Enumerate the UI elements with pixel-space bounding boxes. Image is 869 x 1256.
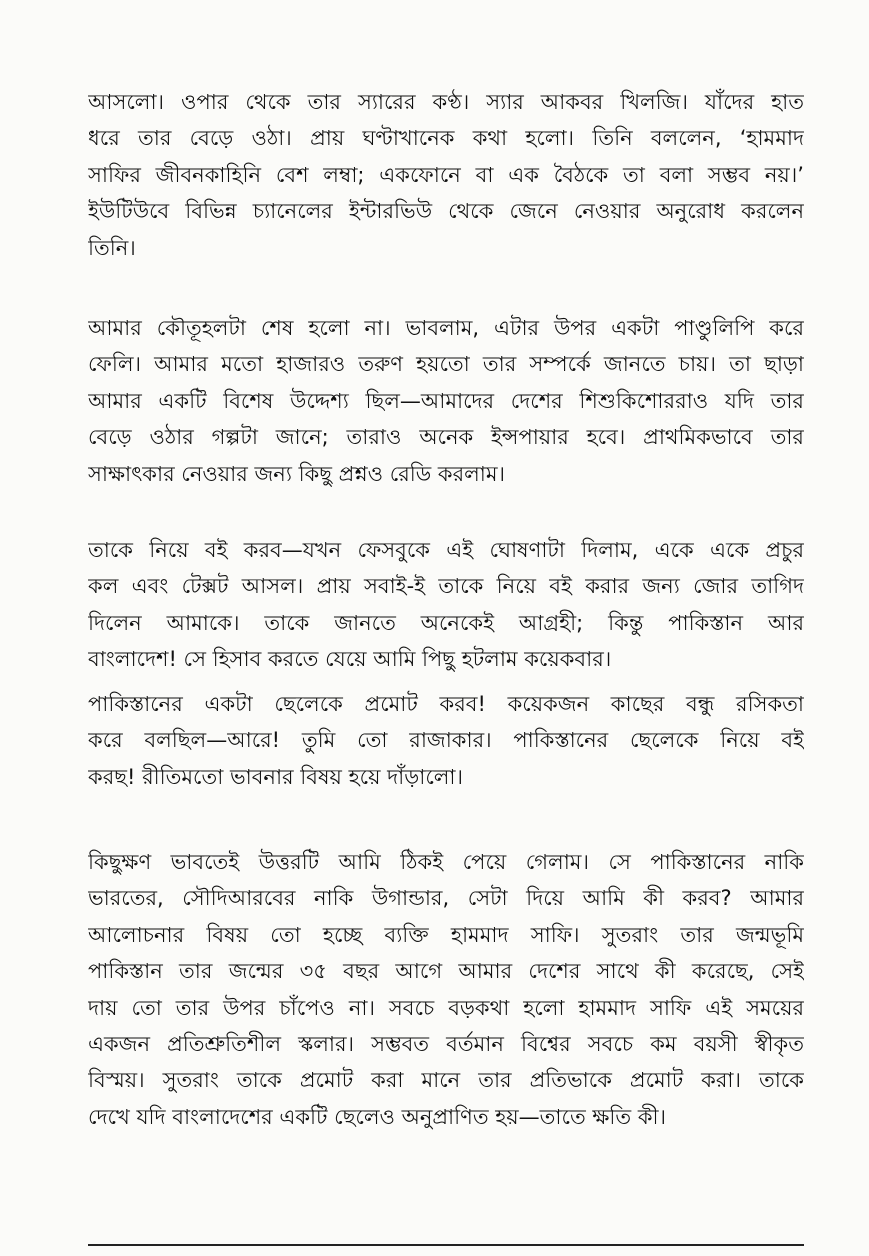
text-line: সাক্ষাৎকার নেওয়ার জন্য কিছু প্রশ্নও রেডি করলাম। bbox=[88, 461, 506, 486]
text-line: তিনি। bbox=[88, 235, 136, 260]
text-line: আমার কৌতূহলটা শেষ হলো না। ভাবলাম, এটার উপর একটা পাণ্ডুলিপি করে bbox=[88, 316, 804, 340]
text-line: আসলো। ওপার থেকে তার স্যারের কণ্ঠ। স্যার আকবর খিলজি। যাঁদের হাত bbox=[88, 90, 804, 114]
text-line: ফেলি। আমার মতো হাজারও তরুণ হয়তো তার সম্পর্কে জানতে চায়। তা ছাড়া bbox=[88, 352, 804, 377]
text-line: বাংলাদেশ! সে হিসাব করতে যেয়ে আমি পিছু হটলাম কয়েকবার। bbox=[88, 647, 612, 672]
text-line: ধরে তার বেড়ে ওঠা। প্রায় ঘণ্টাখানেক কথা হলো। তিনি বললেন, ‘হামমাদ bbox=[88, 126, 804, 151]
text-line: সাফির জীবনকাহিনি বেশ লম্বা; একফোনে বা এক বৈঠকে তা বলা সম্ভব নয়।’ bbox=[88, 162, 804, 187]
paragraph-2 bbox=[88, 310, 804, 492]
footer-divider bbox=[88, 1244, 804, 1246]
text-line: পাকিস্তান তার জন্মের ৩৫ বছর আগে আমার দেশের সাথে কী করেছে, সেই bbox=[88, 959, 804, 984]
text-line: দিলেন আমাকে। তাকে জানতে অনেকেই আগ্রহী; কিন্তু পাকিস্তান আর bbox=[88, 610, 804, 635]
text-line: তাকে নিয়ে বই করব—যখন ফেসবুকে এই ঘোষণাটা দিলাম, একে একে প্রচুর bbox=[88, 538, 804, 562]
text-line: পাকিস্তানের একটা ছেলেকে প্রমোট করব! কয়েকজন কাছের বন্ধু রসিকতা bbox=[88, 692, 804, 716]
paragraph-1 bbox=[88, 84, 804, 266]
text-line: দায় তো তার উপর চাঁপেও না। সবচে বড়কথা হলো হামমাদ সাফি এই সময়ের bbox=[88, 995, 804, 1020]
text-line: কল এবং টেক্সট আসল। প্রায় সবাই-ই তাকে নিয়ে বই করার জন্য জোর তাগিদ bbox=[88, 574, 804, 599]
text-line: বেড়ে ওঠার গল্পটা জানে; তারাও অনেক ইন্সপায়ার হবে। প্রাথমিকভাবে তার bbox=[88, 425, 804, 450]
text-line: করছ! রীতিমতো ভাবনার বিষয় হয়ে দাঁড়ালো। bbox=[88, 764, 464, 789]
text-line: কিছুক্ষণ ভাবতেই উত্তরটি আমি ঠিকই পেয়ে গেলাম। সে পাকিস্তানের নাকি bbox=[88, 850, 804, 874]
paragraph-5 bbox=[88, 844, 804, 1135]
text-line: আমার একটি বিশেষ উদ্দেশ্য ছিল—আমাদের দেশের শিশুকিশোররাও যদি তার bbox=[88, 388, 804, 413]
text-line: ভারতের, সৌদিআরবের নাকি উগান্ডার, সেটা দিয়ে আমি কী করব? আমার bbox=[88, 886, 804, 911]
text-line: বিস্ময়। সুতরাং তাকে প্রমোট করা মানে তার প্রতিভাকে প্রমোট করা। তাকে bbox=[88, 1068, 804, 1093]
text-line: দেখে যদি বাংলাদেশের একটি ছেলেও অনুপ্রাণিত হয়—তাতে ক্ষতি কী। bbox=[88, 1104, 667, 1129]
text-line: একজন প্রতিশ্রুতিশীল স্কলার। সম্ভবত বর্তমান বিশ্বের সবচে কম বয়সী স্বীকৃত bbox=[88, 1031, 804, 1056]
text-line: করে বলছিল—আরে! তুমি তো রাজাকার। পাকিস্তানের ছেলেকে নিয়ে বই bbox=[88, 728, 804, 753]
text-line: আলোচনার বিষয় তো হচ্ছে ব্যক্তি হামমাদ সাফি। সুতরাং তার জন্মভূমি bbox=[88, 922, 804, 947]
paragraph-4 bbox=[88, 686, 804, 795]
text-line: ইউটিউবে বিভিন্ন চ্যানেলের ইন্টারভিউ থেকে জেনে নেওয়ার অনুরোধ করলেন bbox=[88, 199, 804, 224]
paragraph-3 bbox=[88, 532, 804, 678]
